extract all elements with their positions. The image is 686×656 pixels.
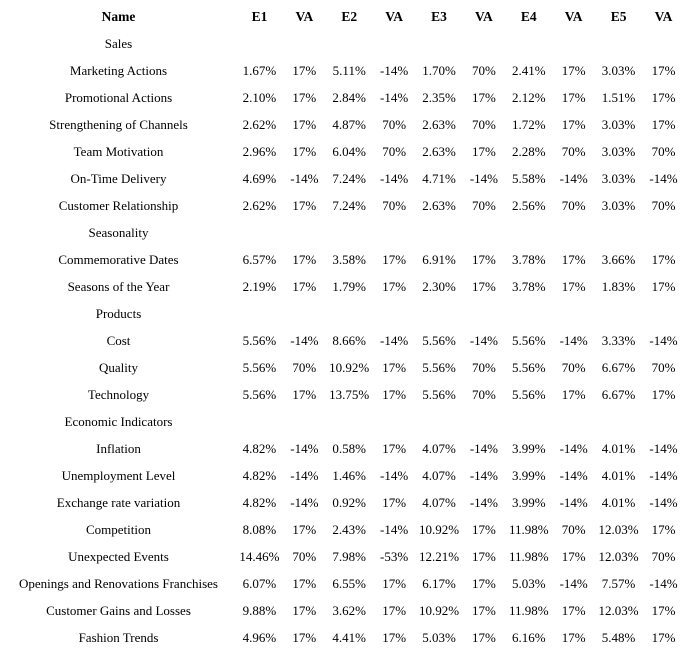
row-label: Customer Relationship: [58, 197, 179, 213]
value-cell: 70%: [561, 521, 586, 537]
value-cell: -53%: [380, 548, 409, 564]
value-cell: 4.96%: [242, 629, 277, 645]
value-cell: 3.03%: [601, 170, 636, 186]
value-cell: [506, 408, 551, 435]
value-cell: -14%: [559, 575, 588, 591]
value-cell: 70%: [292, 359, 317, 375]
value-cell: [372, 408, 417, 435]
value-cell: 2.96%: [242, 143, 277, 159]
value-cell: [372, 219, 417, 246]
value-cell: 3.78%: [511, 278, 546, 294]
value-cell: [237, 219, 282, 246]
value-cell: 17%: [651, 386, 676, 402]
value-cell: 17%: [561, 629, 586, 645]
row-label: On-Time Delivery: [70, 170, 167, 186]
row-label: Commemorative Dates: [58, 251, 179, 267]
value-cell: [327, 30, 372, 57]
value-cell: 4.87%: [332, 116, 367, 132]
table-row: [0, 57, 686, 84]
value-cell: 6.55%: [332, 575, 367, 591]
value-cell: [596, 408, 641, 435]
table-row: [0, 462, 686, 489]
value-cell: 17%: [561, 62, 586, 78]
table-row: [0, 543, 686, 570]
value-cell: 7.24%: [332, 197, 367, 213]
value-cell: [506, 300, 551, 327]
row-label: Exchange rate variation: [56, 494, 181, 510]
value-cell: [641, 30, 686, 57]
value-cell: 2.28%: [511, 143, 546, 159]
section-row: [0, 408, 686, 435]
value-cell: 5.56%: [511, 332, 546, 348]
table-row: [0, 192, 686, 219]
value-cell: -14%: [290, 467, 319, 483]
value-cell: -14%: [649, 332, 678, 348]
table-body: [0, 30, 686, 651]
value-cell: 70%: [382, 143, 407, 159]
value-cell: -14%: [559, 170, 588, 186]
value-cell: 17%: [292, 251, 317, 267]
column-header: E1: [251, 8, 268, 24]
value-cell: -14%: [469, 332, 498, 348]
value-cell: [551, 408, 596, 435]
table-row: [0, 246, 686, 273]
value-cell: [551, 30, 596, 57]
value-cell: 17%: [561, 548, 586, 564]
column-header: E4: [520, 8, 537, 24]
value-cell: 17%: [561, 251, 586, 267]
value-cell: 6.07%: [242, 575, 277, 591]
value-cell: -14%: [380, 170, 409, 186]
value-cell: 17%: [561, 386, 586, 402]
table-row: [0, 597, 686, 624]
table-row: [0, 354, 686, 381]
value-cell: 6.04%: [332, 143, 367, 159]
value-cell: [641, 408, 686, 435]
value-cell: 5.56%: [422, 332, 456, 348]
value-cell: 4.01%: [601, 494, 636, 510]
value-cell: 9.88%: [242, 602, 277, 618]
section-row: [0, 300, 686, 327]
value-cell: [641, 300, 686, 327]
value-cell: 70%: [292, 548, 317, 564]
row-label: Unexpected Events: [68, 548, 169, 564]
value-cell: 1.83%: [601, 278, 636, 294]
value-cell: [461, 300, 506, 327]
value-cell: 14.46%: [239, 548, 280, 564]
value-cell: 3.03%: [601, 197, 636, 213]
value-cell: 3.99%: [511, 494, 546, 510]
value-cell: 17%: [292, 278, 317, 294]
column-header: E3: [431, 8, 447, 24]
value-cell: 17%: [471, 575, 496, 591]
value-cell: 17%: [382, 440, 407, 456]
value-cell: 6.16%: [511, 629, 546, 645]
value-cell: [417, 219, 462, 246]
value-cell: 17%: [292, 386, 317, 402]
value-cell: -14%: [380, 89, 409, 105]
value-cell: 4.01%: [601, 467, 636, 483]
table-header: [0, 3, 686, 30]
value-cell: -14%: [380, 521, 409, 537]
value-cell: 17%: [382, 494, 407, 510]
value-cell: 2.10%: [242, 89, 277, 105]
value-cell: [282, 219, 327, 246]
row-label: Team Motivation: [73, 143, 164, 159]
value-cell: 8.66%: [332, 332, 367, 348]
value-cell: 70%: [382, 197, 407, 213]
column-header: E5: [610, 8, 627, 24]
value-cell: 70%: [651, 143, 676, 159]
value-cell: 17%: [292, 521, 317, 537]
value-cell: 5.48%: [601, 629, 636, 645]
value-cell: 5.56%: [242, 386, 277, 402]
value-cell: 17%: [471, 89, 496, 105]
value-cell: 70%: [651, 197, 676, 213]
value-cell: -14%: [469, 170, 498, 186]
value-cell: 70%: [651, 548, 676, 564]
value-cell: -14%: [649, 170, 678, 186]
column-header-name: Name: [101, 8, 136, 24]
value-cell: -14%: [380, 467, 409, 483]
value-cell: 17%: [382, 278, 407, 294]
table-row: [0, 84, 686, 111]
value-cell: 17%: [382, 386, 407, 402]
value-cell: 5.56%: [242, 332, 277, 348]
value-cell: 17%: [292, 89, 317, 105]
value-cell: 11.98%: [508, 521, 549, 537]
value-cell: 70%: [471, 62, 496, 78]
value-cell: 2.43%: [332, 521, 367, 537]
value-cell: -14%: [649, 575, 678, 591]
value-cell: 7.98%: [332, 548, 367, 564]
value-cell: [551, 219, 596, 246]
column-header: VA: [475, 8, 493, 24]
row-label: Seasons of the Year: [67, 278, 170, 294]
value-cell: 17%: [382, 602, 407, 618]
row-label: Technology: [87, 386, 150, 402]
row-label: Unemployment Level: [61, 467, 176, 483]
value-cell: 3.58%: [332, 251, 367, 267]
value-cell: [641, 219, 686, 246]
value-cell: 1.79%: [332, 278, 367, 294]
column-header: VA: [385, 8, 403, 24]
table-row: [0, 273, 686, 300]
header-row: [0, 3, 686, 30]
data-table: [0, 3, 686, 651]
table-row: [0, 111, 686, 138]
value-cell: 17%: [651, 116, 676, 132]
value-cell: 17%: [471, 251, 496, 267]
value-cell: [282, 300, 327, 327]
value-cell: 2.84%: [332, 89, 367, 105]
value-cell: 2.63%: [422, 116, 456, 132]
value-cell: [506, 30, 551, 57]
value-cell: 17%: [651, 629, 676, 645]
value-cell: 17%: [651, 278, 676, 294]
value-cell: 10.92%: [418, 602, 460, 618]
value-cell: 17%: [382, 359, 407, 375]
value-cell: [461, 219, 506, 246]
value-cell: 17%: [651, 251, 676, 267]
value-cell: 3.62%: [332, 602, 367, 618]
table-row: [0, 138, 686, 165]
section-label: Seasonality: [88, 224, 149, 240]
value-cell: 4.69%: [242, 170, 277, 186]
value-cell: -14%: [649, 467, 678, 483]
value-cell: -14%: [559, 440, 588, 456]
value-cell: 3.03%: [601, 116, 636, 132]
row-label: Quality: [99, 359, 138, 375]
value-cell: [461, 408, 506, 435]
value-cell: 4.07%: [422, 494, 456, 510]
value-cell: 2.41%: [511, 62, 546, 78]
table-row: [0, 516, 686, 543]
value-cell: 6.67%: [601, 359, 636, 375]
value-cell: 12.03%: [598, 521, 639, 537]
value-cell: 2.35%: [422, 89, 456, 105]
value-cell: 3.99%: [511, 440, 546, 456]
value-cell: -14%: [290, 440, 319, 456]
value-cell: [461, 30, 506, 57]
value-cell: 1.51%: [601, 89, 636, 105]
value-cell: -14%: [559, 467, 588, 483]
value-cell: [551, 300, 596, 327]
value-cell: [417, 300, 462, 327]
value-cell: 0.58%: [332, 440, 367, 456]
value-cell: 7.24%: [332, 170, 367, 186]
row-label: Cost: [106, 332, 131, 348]
value-cell: -14%: [559, 494, 588, 510]
column-header: VA: [654, 8, 673, 24]
value-cell: -14%: [469, 467, 498, 483]
value-cell: 1.70%: [422, 62, 456, 78]
section-row: [0, 219, 686, 246]
column-header: VA: [564, 8, 583, 24]
value-cell: 5.56%: [511, 386, 546, 402]
value-cell: 17%: [471, 629, 496, 645]
value-cell: 17%: [471, 548, 496, 564]
value-cell: 3.78%: [511, 251, 546, 267]
value-cell: -14%: [559, 332, 588, 348]
value-cell: 6.57%: [242, 251, 277, 267]
value-cell: 6.91%: [422, 251, 456, 267]
value-cell: 3.33%: [601, 332, 636, 348]
value-cell: 2.62%: [242, 197, 277, 213]
value-cell: 12.03%: [598, 602, 639, 618]
value-cell: 70%: [471, 386, 496, 402]
value-cell: 4.82%: [242, 440, 277, 456]
value-cell: 4.82%: [242, 494, 277, 510]
section-label: Sales: [104, 35, 133, 51]
table-row: [0, 165, 686, 192]
value-cell: [282, 408, 327, 435]
value-cell: -14%: [380, 332, 409, 348]
value-cell: 70%: [471, 197, 496, 213]
value-cell: 2.19%: [242, 278, 277, 294]
value-cell: [237, 408, 282, 435]
value-cell: 13.75%: [329, 386, 370, 402]
value-cell: 2.63%: [422, 143, 456, 159]
value-cell: 70%: [561, 143, 586, 159]
value-cell: 17%: [382, 629, 407, 645]
value-cell: 17%: [651, 62, 676, 78]
value-cell: -14%: [380, 62, 409, 78]
value-cell: 2.30%: [422, 278, 456, 294]
value-cell: 4.07%: [422, 440, 456, 456]
value-cell: 5.03%: [422, 629, 456, 645]
value-cell: 17%: [561, 116, 586, 132]
value-cell: [327, 219, 372, 246]
value-cell: 5.56%: [511, 359, 546, 375]
row-label: Strengthening of Channels: [49, 116, 188, 132]
row-label: Inflation: [96, 440, 141, 456]
value-cell: 17%: [292, 575, 317, 591]
value-cell: 4.41%: [332, 629, 367, 645]
value-cell: 3.99%: [511, 467, 546, 483]
value-cell: 5.11%: [332, 62, 366, 78]
value-cell: [282, 30, 327, 57]
value-cell: 10.92%: [329, 359, 370, 375]
value-cell: 2.63%: [422, 197, 456, 213]
value-cell: [596, 300, 641, 327]
value-cell: 6.67%: [601, 386, 636, 402]
column-header: E2: [341, 8, 358, 24]
value-cell: [417, 408, 462, 435]
value-cell: 70%: [471, 116, 496, 132]
value-cell: 17%: [651, 521, 676, 537]
value-cell: 17%: [471, 521, 496, 537]
value-cell: 17%: [471, 143, 496, 159]
value-cell: 10.92%: [418, 521, 460, 537]
value-cell: 17%: [382, 575, 407, 591]
value-cell: 11.98%: [508, 602, 549, 618]
section-label: Products: [95, 305, 142, 321]
value-cell: 11.98%: [508, 548, 549, 564]
value-cell: 17%: [292, 197, 317, 213]
value-cell: -14%: [469, 440, 498, 456]
value-cell: [372, 30, 417, 57]
value-cell: -14%: [649, 494, 678, 510]
value-cell: 0.92%: [332, 494, 367, 510]
value-cell: 12.21%: [418, 548, 460, 564]
value-cell: 2.62%: [242, 116, 277, 132]
value-cell: 70%: [561, 359, 586, 375]
value-cell: [237, 300, 282, 327]
section-label: Economic Indicators: [64, 413, 173, 429]
value-cell: -14%: [649, 440, 678, 456]
value-cell: -14%: [469, 494, 498, 510]
value-cell: 2.12%: [511, 89, 546, 105]
value-cell: 4.82%: [242, 467, 277, 483]
value-cell: 17%: [651, 89, 676, 105]
value-cell: 6.17%: [422, 575, 456, 591]
value-cell: 70%: [651, 359, 676, 375]
value-cell: 12.03%: [598, 548, 639, 564]
value-cell: [506, 219, 551, 246]
section-row: [0, 30, 686, 57]
value-cell: 17%: [471, 278, 496, 294]
value-cell: [596, 30, 641, 57]
value-cell: 3.03%: [601, 143, 636, 159]
value-cell: 4.71%: [422, 170, 456, 186]
value-cell: [372, 300, 417, 327]
value-cell: 5.56%: [422, 359, 456, 375]
value-cell: 17%: [382, 251, 407, 267]
table-row: [0, 624, 686, 651]
value-cell: 5.56%: [242, 359, 277, 375]
value-cell: [596, 219, 641, 246]
row-label: Competition: [86, 521, 151, 537]
value-cell: -14%: [290, 332, 319, 348]
value-cell: 5.03%: [511, 575, 546, 591]
row-label: Marketing Actions: [69, 62, 168, 78]
value-cell: [327, 408, 372, 435]
column-header: VA: [295, 8, 314, 24]
value-cell: 4.07%: [422, 467, 456, 483]
value-cell: 17%: [561, 602, 586, 618]
table-row: [0, 570, 686, 597]
value-cell: 17%: [292, 62, 317, 78]
value-cell: 70%: [382, 116, 407, 132]
value-cell: 17%: [292, 629, 317, 645]
row-label: Openings and Renovations Franchises: [19, 575, 218, 591]
value-cell: 2.56%: [511, 197, 546, 213]
value-cell: [237, 30, 282, 57]
value-cell: 3.66%: [601, 251, 636, 267]
value-cell: 17%: [651, 602, 676, 618]
value-cell: -14%: [290, 170, 319, 186]
row-label: Customer Gains and Losses: [46, 602, 191, 618]
value-cell: 8.08%: [242, 521, 277, 537]
table-row: [0, 327, 686, 354]
value-cell: 5.56%: [422, 386, 456, 402]
value-cell: 70%: [471, 359, 496, 375]
value-cell: 4.01%: [601, 440, 636, 456]
value-cell: 17%: [561, 278, 586, 294]
value-cell: 3.03%: [601, 62, 636, 78]
table-row: [0, 489, 686, 516]
value-cell: [417, 30, 462, 57]
value-cell: -14%: [290, 494, 319, 510]
value-cell: 70%: [561, 197, 586, 213]
row-label: Fashion Trends: [78, 629, 159, 645]
value-cell: 5.58%: [511, 170, 546, 186]
row-label: Promotional Actions: [64, 89, 173, 105]
value-cell: 17%: [292, 143, 317, 159]
table-row: [0, 435, 686, 462]
value-cell: 1.46%: [332, 467, 367, 483]
value-cell: [327, 300, 372, 327]
value-cell: 17%: [471, 602, 496, 618]
value-cell: 17%: [561, 89, 586, 105]
value-cell: 17%: [292, 602, 317, 618]
value-cell: 17%: [292, 116, 317, 132]
value-cell: 1.67%: [242, 62, 277, 78]
value-cell: 1.72%: [511, 116, 546, 132]
value-cell: 7.57%: [601, 575, 636, 591]
table-row: [0, 381, 686, 408]
